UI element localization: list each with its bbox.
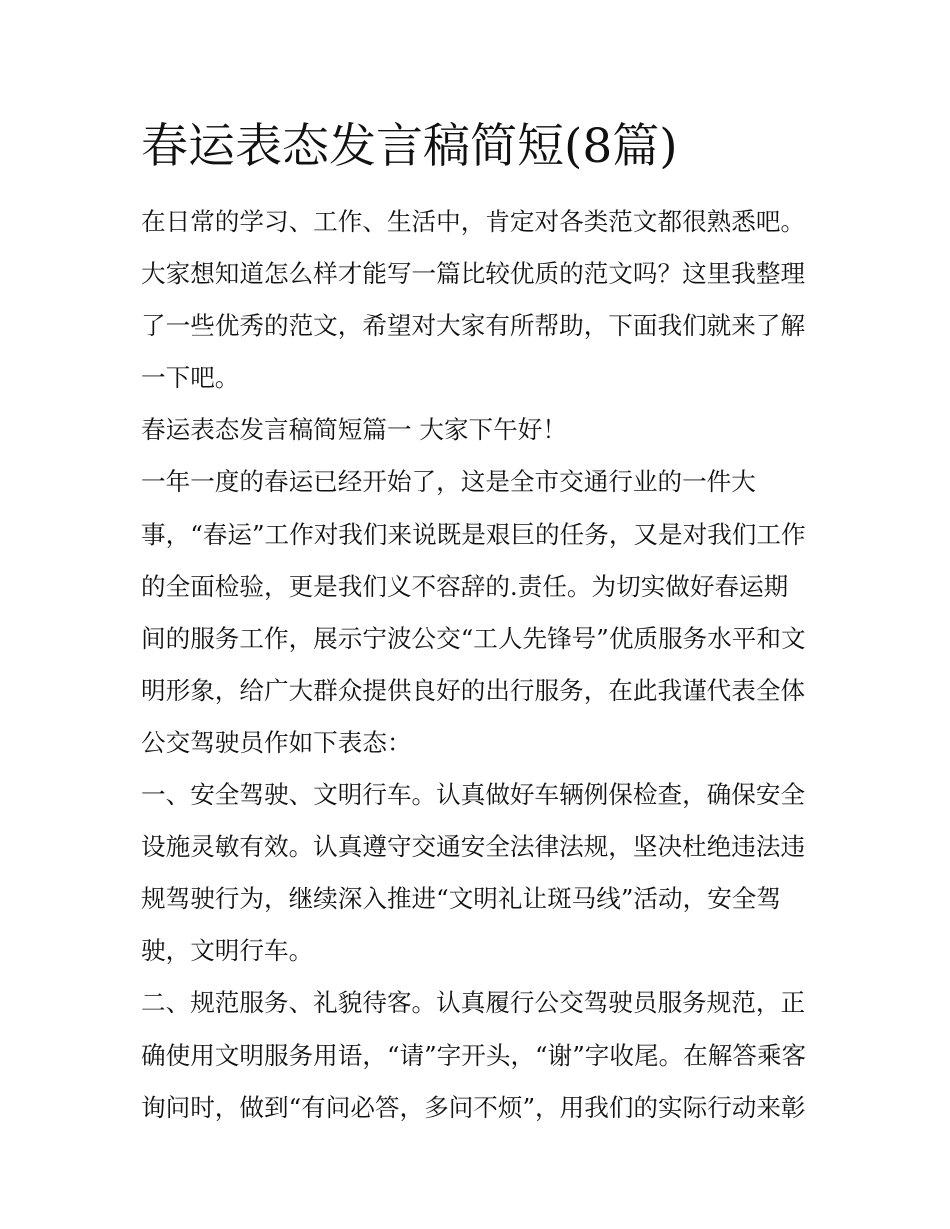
text-line: 一下吧。 xyxy=(141,363,240,393)
document-title: 春运表态发言稿简短(8篇) xyxy=(141,119,678,174)
text-line: 询问时，做到“有问必答，多问不烦”，用我们的实际行动来彰 xyxy=(141,1092,806,1122)
text-line: 公交驾驶员作如下表态： xyxy=(141,727,412,757)
document-body xyxy=(141,196,817,1134)
text-line: 了一些优秀的范文，希望对大家有所帮助，下面我们就来了解 xyxy=(141,311,806,341)
text-line: 在日常的学习、工作、生活中，肯定对各类范文都很熟悉吧。 xyxy=(141,207,806,236)
text-line: 的全面检验，更是我们义不容辞的.责任。为切实做好春运期 xyxy=(141,571,789,601)
text-line: 二、规范服务、礼貌待客。认真履行公交驾驶员服务规范，正 xyxy=(141,988,806,1018)
text-line: 设施灵敏有效。认真遵守交通安全法律法规，坚决杜绝违法违 xyxy=(141,832,806,862)
text-line: 驶，文明行车。 xyxy=(141,936,314,966)
text-line: 确使用文明服务用语，“请”字开头，“谢”字收尾。在解答乘客 xyxy=(141,1040,807,1070)
text-line: 规驾驶行为，继续深入推进“文明礼让斑马线”活动，安全驾 xyxy=(141,884,781,914)
text-line: 一年一度的春运已经开始了，这是全市交通行业的一件大 xyxy=(141,467,756,497)
text-line: 大家想知道怎么样才能写一篇比较优质的范文吗？这里我整理 xyxy=(141,259,806,289)
text-line: 事，“春运”工作对我们来说既是艰巨的任务，又是对我们工作 xyxy=(141,519,806,549)
text-line: 间的服务工作，展示宁波公交“工人先锋号”优质服务水平和文 xyxy=(141,623,806,653)
text-line: 明形象，给广大群众提供良好的出行服务，在此我谨代表全体 xyxy=(141,675,806,705)
text-line: 一、安全驾驶、文明行车。认真做好车辆例保检查，确保安全 xyxy=(141,780,806,810)
section-heading: 春运表态发言稿简短篇一 大家下午好！ xyxy=(141,415,567,445)
